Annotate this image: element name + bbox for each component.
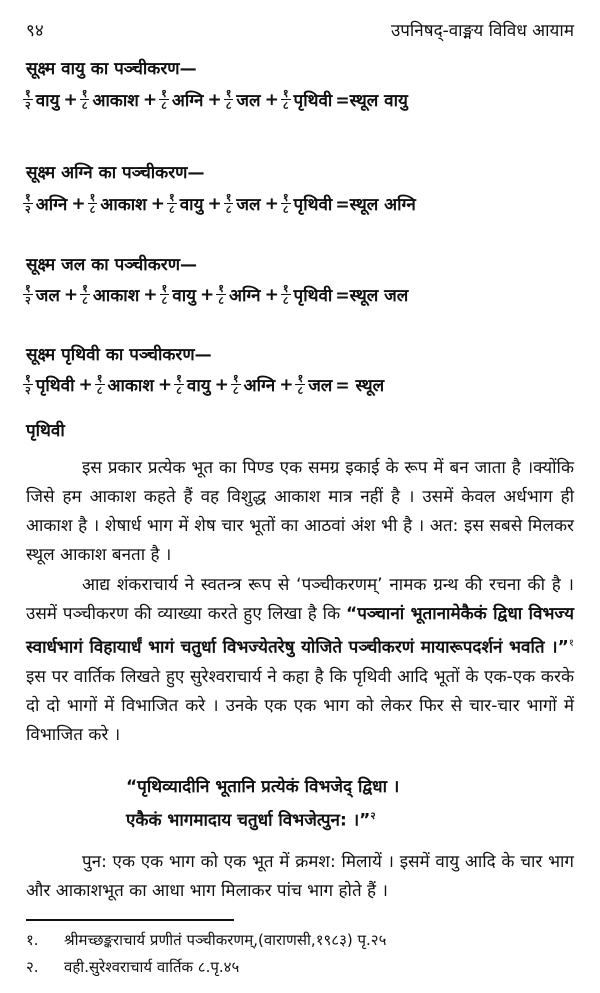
footnote-1: १. श्रीमच्छङ्कराचार्य प्रणीतं पञ्चीकरणम्,(वाराणसी,१९८३) पृ.२५ (26, 931, 387, 949)
formula-vayu: $\frac{१}{२}$ वायु + $\frac{१}{८}$ आकाश + $\frac{१}{८}$ अग्नि + $\frac{१}{८}$ जल + $\frac{१}{८}$ पृथिवी =स्थूल वायु (25, 87, 408, 112)
verse-line-2: एकैकं भागमादाय चतुर्धा विभजेत्पुन: ।”$^२$ (126, 810, 376, 831)
fraction-eighth: $\frac{१}{८}$ (282, 87, 289, 112)
fraction-eighth: $\frac{१}{८}$ (81, 87, 88, 112)
formula-result: =स्थूल वायु (335, 91, 408, 111)
paragraph-2: आद्य शंकराचार्य ने स्वतन्त्र रूप से ‘पञ्चीकरणम्’ नामक ग्रन्थ की रचना की है । उसमें पञ्चीकरण की व्याख्या करते हुए लिखा है कि “पञ्चानां भूतानामेकैकं द्विधा विभज्य स्वार्धभागं विहायार्धं भागं चतुर्धा विभज्येतरेषु योजिते पञ्चीकरणं मायारूपदर्शनं भवति ।”$^१$ इस पर वार्तिक लिखते हुए सुरेश्वराचार्य ने कहा है कि पृथिवी आदि भूतों के एक-एक करके दो दो भागों में विभाजित करे । उनके एक एक भाग को लेकर फिर से चार-चार भागों में विभाजित करे । (26, 575, 574, 745)
running-title: उपनिषद्-वाङ्मय विविध आयाम (390, 20, 574, 41)
fraction-eighth: $\frac{१}{८}$ (297, 372, 304, 397)
fraction-eighth: $\frac{१}{८}$ (225, 87, 232, 112)
fraction-eighth: $\frac{१}{८}$ (89, 191, 96, 216)
footnote-ref-1: १ (568, 638, 574, 649)
formula-result-continued: पृथिवी (26, 421, 65, 441)
page-number: ९४ (26, 20, 44, 41)
fraction-eighth: $\frac{१}{८}$ (176, 372, 182, 397)
fraction-eighth: $\frac{१}{८}$ (161, 87, 167, 112)
formula-jal: $\frac{१}{२}$ जल + $\frac{१}{८}$ आकाश + $\frac{१}{८}$ वायु + $\frac{१}{८}$ अग्नि + $\frac{१}{८}$ पृथिवी =स्थूल जल (25, 282, 409, 307)
section-heading-agni: सूक्ष्म अग्नि का पञ्चीकरण— (26, 163, 205, 183)
paragraph-3: पुन: एक एक भाग को एक भूत में क्रमश: मिलायें । इसमें वायु आदि के चार भाग और आकाशभूत का आधा भाग मिलाकर पांच भाग होते हैं । (26, 852, 574, 901)
footnote-ref-2: २ (370, 811, 376, 822)
fraction-eighth: $\frac{१}{८}$ (218, 282, 224, 307)
fraction-eighth: $\frac{१}{८}$ (96, 372, 103, 397)
formula-result: = स्थूल (335, 376, 385, 396)
formula-prithvi: $\frac{१}{२}$ पृथिवी + $\frac{१}{८}$ आकाश + $\frac{१}{८}$ वायु + $\frac{१}{८}$ अग्नि + $\frac{१}{८}$ जल = स्थूल (25, 372, 385, 397)
paragraph-1: इस प्रकार प्रत्येक भूत का पिण्ड एक समग्र इकाई के रूप में बन जाता है ।क्योंकि जिसे हम आकाश कहते हैं वह विशुद्ध आकाश मात्र नहीं है । उसमें केवल अर्धभाग ही आकाश है । शेषार्ध भाग में शेष चार भूतों का आठवां अंश भी है । अत: इस सबसे मिलकर स्थूल आकाश बनता है । (26, 458, 574, 565)
fraction-eighth: $\frac{१}{८}$ (161, 282, 168, 307)
page-header (26, 14, 574, 44)
fraction-half: $\frac{१}{२}$ (25, 282, 31, 307)
verse-line-1: “पृथिव्यादीनि भूतानि प्रत्येकं विभजेद् द्विधा । (126, 777, 400, 797)
section-heading-vayu: सूक्ष्म वायु का पञ्चीकरण— (26, 59, 197, 79)
fraction-eighth: $\frac{१}{८}$ (232, 372, 239, 397)
fraction-eighth: $\frac{१}{८}$ (82, 282, 88, 307)
fraction-half: $\frac{१}{२}$ (25, 372, 31, 397)
footnote-2: २. वही.सुरेश्वराचार्य वार्तिक ८.पृ.४५ (26, 958, 240, 976)
formula-agni: $\frac{१}{२}$ अग्नि + $\frac{१}{८}$ आकाश + $\frac{१}{८}$ वायु + $\frac{१}{८}$ जल + $\frac{१}{८}$ पृथिवी =स्थूल अग्नि (25, 191, 416, 216)
sanskrit-quote: “पञ्चानां भूतानामेकैकं द्विधा विभज्य स्वार्धभागं विहायार्धं भागं चतुर्धा विभज्येतरेषु योजिते पञ्चीकरणं मायारूपदर्शनं भवति ।” (26, 604, 574, 658)
fraction-half: $\frac{१}{२}$ (25, 191, 31, 216)
footnote-divider (26, 919, 234, 921)
formula-result: =स्थूल अग्नि (335, 195, 416, 215)
sanskrit-verse (126, 772, 399, 836)
fraction-half: $\frac{१}{२}$ (25, 87, 31, 112)
section-heading-prithvi: सूक्ष्म पृथिवी का पञ्चीकरण— (26, 345, 212, 365)
section-heading-jal: सूक्ष्म जल का पञ्चीकरण— (26, 255, 198, 275)
footnotes (26, 927, 386, 981)
fraction-eighth: $\frac{१}{८}$ (282, 282, 289, 307)
fraction-eighth: $\frac{१}{८}$ (225, 191, 232, 216)
formula-result: =स्थूल जल (335, 286, 409, 306)
fraction-eighth: $\frac{१}{८}$ (168, 191, 175, 216)
fraction-eighth: $\frac{१}{८}$ (282, 191, 289, 216)
